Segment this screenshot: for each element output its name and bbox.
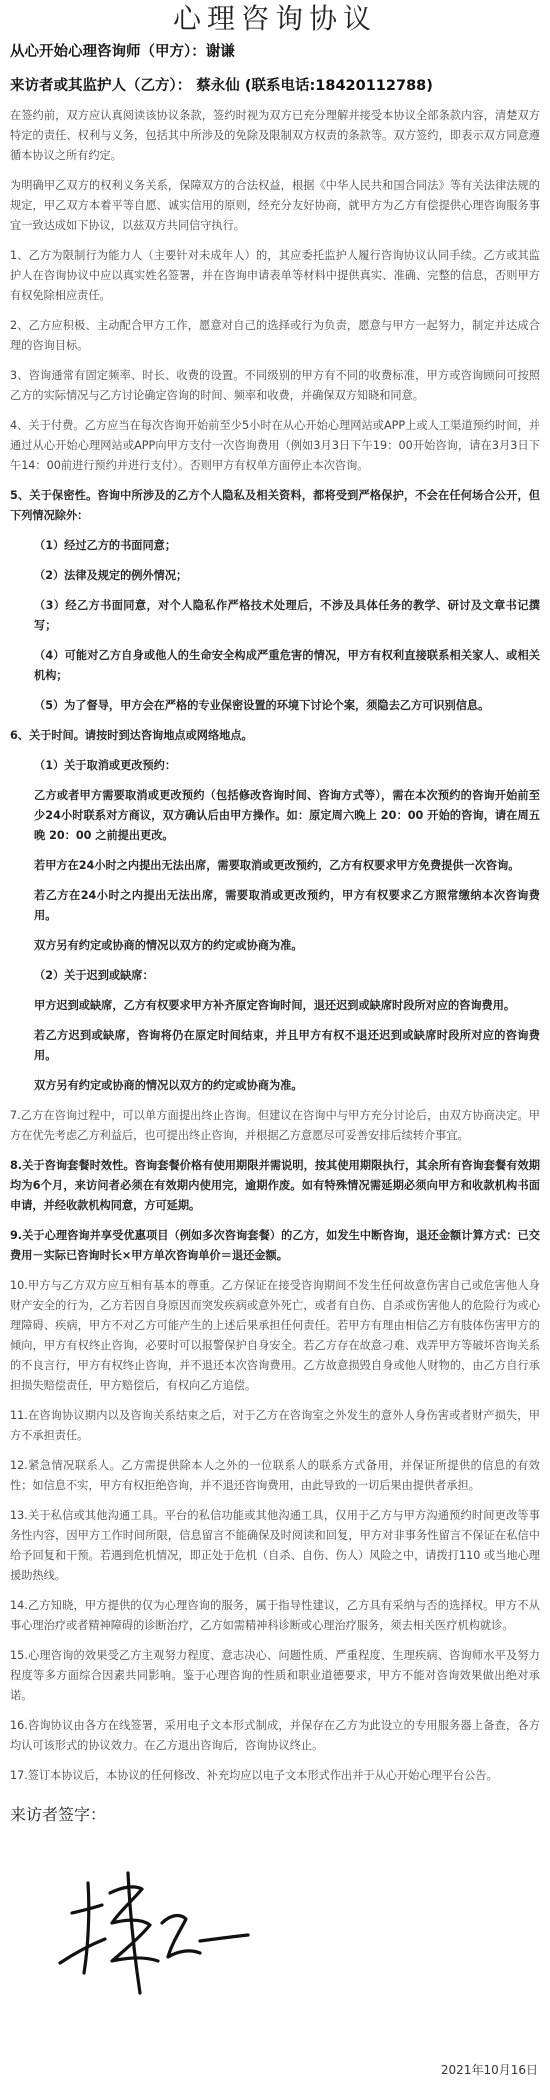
clause-6-sub1-p2: 若甲方在24小时之内提出无法出席，需要取消或更改预约，乙方有权要求甲方免费提供一次咨询。 [34, 859, 520, 872]
party-b-line: 来访者或其监护人（乙方）： 蔡永仙 (联系电话:18420112788) [10, 78, 433, 94]
clause-13: 13.关于私信或其他沟通工具。平台的私信功能或其他沟通工具，仅用于乙方与甲方沟通预约时间更改等事务性内容，因甲方工作时间所限，信息留言不能确保及时阅读和回复，甲方对非事务性留言不保证在私信中给予回复和干预。若遇到危机情况，即正处于危机（自杀、自伤、伤人）风险之中，请拨打110 或当地心理援助热线。 [10, 1509, 540, 1582]
clause-6-sub2-p3: 双方另有约定或协商的情况以双方的约定或协商为准。 [34, 1079, 303, 1092]
clause-5-item-5: （5）为了督导，甲方会在严格的专业保密设置的环境下讨论个案，须隐去乙方可识别信息。 [34, 699, 490, 712]
handwritten-signature [50, 1853, 260, 2003]
clause-8: 8.关于咨询套餐时效性。咨询套餐价格有使用期限并需说明，按其使用期限执行，其余所有咨询套餐有效期均为6个月，来访问者必须在有效期内使用完，逾期作废。如有特殊情况需延期必须向甲方和收款机构书面申请，并经收款机构同意，方可延期。 [10, 1159, 540, 1212]
clause-6-lead: 6、关于时间。请按时到达咨询地点或网络地点。 [10, 729, 253, 742]
clause-6-sub1-p3: 若乙方在24小时之内提出无法出席，需要取消或更改预约，甲方有权要求乙方照常缴纳本次咨询费用。 [34, 889, 540, 922]
clause-5-item-2: （2）法律及规定的例外情况； [34, 569, 188, 582]
clause-16: 16.咨询协议由各方在线签署，采用电子文本形式制成，并保存在乙方为此设立的专用服务器上备查，各方均认可该形式的协议效力。在乙方退出咨询后，咨询协议终止。 [10, 1719, 540, 1752]
clause-1: 1、乙方为限制行为能力人（主要针对未成年人）的，其应委托监护人履行咨询协议认同手续。乙方或其监护人在咨询协议中应以真实姓名签署，并在咨询申请表单等材料中提供真实、准确、完整的信息，否则甲方有权免除相应责任。 [10, 249, 540, 302]
signing-date: 2021年10月16日 [440, 2063, 538, 2077]
clause-6-sub1-p4: 双方另有约定或协商的情况以双方的约定或协商为准。 [34, 939, 303, 952]
basis-paragraph: 为明确甲乙双方的权利义务关系，保障双方的合法权益，根据《中华人民共和国合同法》等有关法律法规的规定，甲乙双方本着平等自愿、诚实信用的原则，经充分友好协商，就甲方为乙方有偿提供心理咨询服务事宜一致达成如下协议，以兹双方共同信守执行。 [10, 179, 540, 232]
clause-11: 11.在咨询协议期内以及咨询关系结束之后，对于乙方在咨询室之外发生的意外人身伤害或者财产损失，甲方不承担责任。 [10, 1409, 540, 1442]
clause-2: 2、乙方应积极、主动配合甲方工作，愿意对自己的选择或行为负责，愿意与甲方一起努力，制定并达成合理的咨询目标。 [10, 319, 540, 352]
party-a-line: 从心开始心理咨询师（甲方）：谢谦 [10, 44, 235, 60]
preamble-paragraph: 在签约前，双方应认真阅读该协议条款，签约时视为双方已充分理解并接受本协议全部条款内容，清楚双方特定的责任、权利与义务，包括其中所涉及的免除及限制双方权责的条款等。双方签约，即表示双方同意遵循本协议之所有约定。 [10, 109, 540, 162]
clause-5-item-4: （4）可能对乙方自身或他人的生命安全构成严重危害的情况，甲方有权利直接联系相关家人、或相关机构； [34, 649, 540, 682]
clause-6-sub1-title: （1）关于取消或更改预约： [34, 759, 177, 772]
clause-5-item-1: （1）经过乙方的书面同意； [34, 539, 177, 552]
clause-3: 3、咨询通常有固定频率、时长、收费的设置。不同级别的甲方有不同的收费标准，甲方或咨询顾问可按照乙方的实际情况与乙方讨论确定咨询的时间、频率和收费，并确保双方知晓和同意。 [10, 369, 540, 402]
clause-6-sub2-p1: 甲方迟到或缺席，乙方有权要求甲方补齐原定咨询时间，退还迟到或缺席时段所对应的咨询费用。 [34, 999, 516, 1012]
visitor-signature-label: 来访者签字： [10, 1805, 107, 1824]
clause-6-sub2-p2: 若乙方迟到或缺席，咨询将仍在原定时间结束，并且甲方有权不退还迟到或缺席时段所对应的咨询费用。 [34, 1029, 540, 1062]
clause-7: 7.乙方在咨询过程中，可以单方面提出终止咨询。但建议在咨询中与甲方充分讨论后，由双方协商决定。甲方在优先考虑乙方利益后，也可提出终止咨询，并根据乙方意愿尽可妥善安排后续转介事宜。 [10, 1109, 540, 1142]
clause-15: 15.心理咨询的效果受乙方主观努力程度、意志决心、问题性质、严重程度、生理疾病、咨询师水平及努力程度等多方面综合因素共同影响。鉴于心理咨询的性质和职业道德要求，甲方不能对咨询效果做出绝对承诺。 [10, 1649, 540, 1702]
clause-9: 9.关于心理咨询并享受优惠项目（例如多次咨询套餐）的乙方，如发生中断咨询，退还金额计算方式：已交费用－实际已咨询时长×甲方单次咨询单价＝退还金额。 [10, 1229, 540, 1262]
clause-6-sub2-title: （2）关于迟到或缺席： [34, 969, 154, 982]
clause-6-sub1-p1: 乙方或者甲方需要取消或更改预约（包括修改咨询时间、咨询方式等），需在本次预约的咨询开始前至少24小时联系对方商议，双方确认后由甲方操作。如：原定周六晚上 20：00 开始的咨询，请在周五晚 20：00 之前提出更改。 [34, 789, 540, 842]
clause-17: 17.签订本协议后，本协议的任何修改、补充均应以电子文本形式作出并于从心开始心理平台公告。 [10, 1769, 498, 1782]
clause-14: 14.乙方知晓，甲方提供的仅为心理咨询的服务，属于指导性建议，乙方具有采纳与否的选择权。甲方不从事心理治疗或者精神障碍的诊断治疗，乙方如需精神科诊断或心理治疗服务，须去相关医疗机构就诊。 [10, 1599, 540, 1632]
clause-12: 12.紧急情况联系人。乙方需提供除本人之外的一位联系人的联系方式备用，并保证所提供的信息的有效性；如信息不实，甲方有权拒绝咨询，并不退还咨询费用，由此导致的一切后果由提供者承担。 [10, 1459, 540, 1492]
clause-5-item-3: （3）经乙方书面同意，对个人隐私作严格技术处理后，不涉及具体任务的教学、研讨及文章书记撰写； [34, 599, 540, 632]
clause-4: 4、关于付费。乙方应当在每次咨询开始前至少5小时在从心开始心理网站或APP上或人工渠道预约时间，并通过从心开始心理网站或APP向甲方支付一次咨询费用（例如3月3日下午19：00开始咨询，请在3月3日下午14：00前进行预约并进行支付）。否则甲方有权单方面停止本次咨询。 [10, 419, 540, 472]
clause-5-lead: 5、关于保密性。咨询中所涉及的乙方个人隐私及相关资料，都将受到严格保护，不会在任何场合公开，但下列情况除外： [10, 489, 540, 522]
clause-10: 10.甲方与乙方双方应互相有基本的尊重。乙方保证在接受咨询期间不发生任何故意伤害自己或危害他人身财产安全的行为，乙方若因自身原因而突发疾病或意外死亡，或者有自伤、自杀或伤害他人的危险行为或心理障碍、疾病，甲方不对乙方可能产生的上述后果承担任何责任。若甲方有理由相信乙方有肢体伤害甲方的倾向，甲方有权终止咨询，必要时可以报警保护自身安全。若乙方存在故意刁难、戏弄甲方等破坏咨询关系的不良言行，甲方有权终止咨询，并不退还本次咨询费用。乙方故意损毁自身或他人财物的，由乙方自行承担损失赔偿责任，甲方赔偿后，有权向乙方追偿。 [10, 1279, 540, 1392]
page-title: 心理咨询协议 [172, 2, 377, 35]
